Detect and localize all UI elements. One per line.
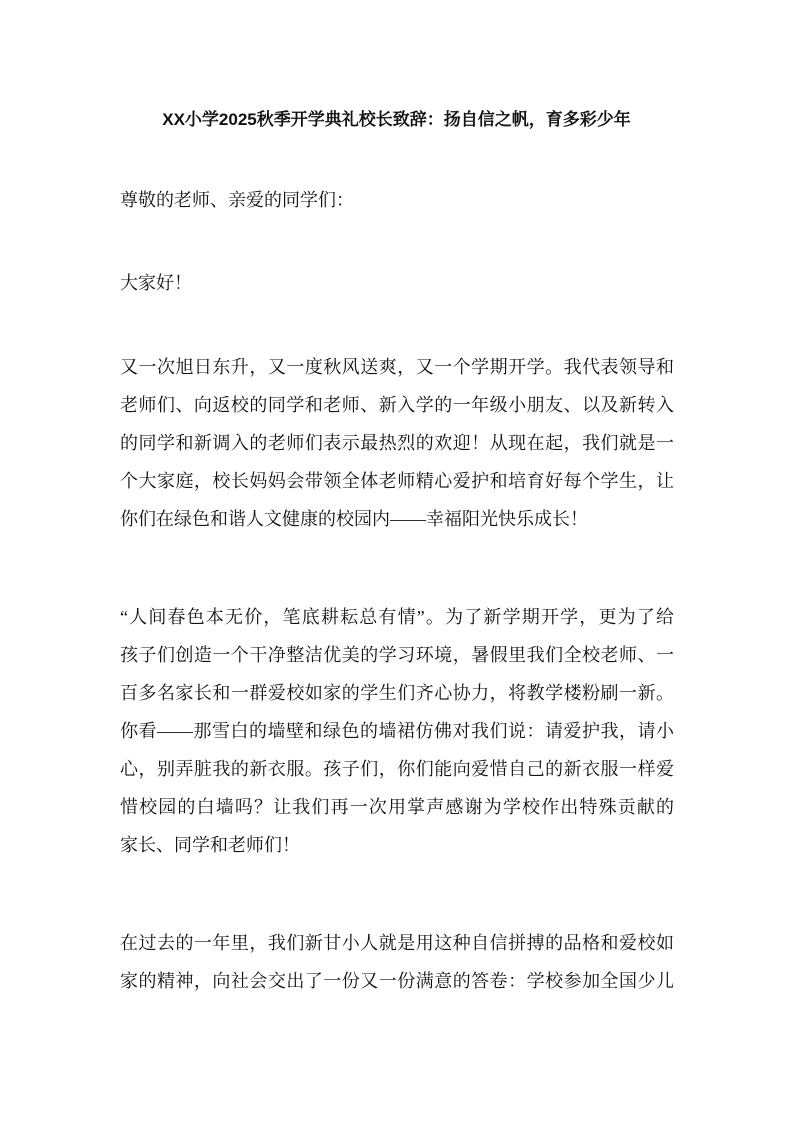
paragraph-line: 在过去的一年里，我们新甘小人就是用这种自信拼搏的品格和爱校如 <box>120 933 674 953</box>
paragraph-line: 家的精神，向社会交出了一份又一份满意的答卷：学校参加全国少儿 <box>120 971 674 991</box>
paragraph-line: 惜校园的白墙吗？让我们再一次用掌声感谢为学校作出特殊贡献的 <box>120 797 674 817</box>
greeting: 大家好！ <box>120 273 192 293</box>
paragraph-line: 你们在绿色和谐人文健康的校园内——幸福阳光快乐成长！ <box>120 509 588 529</box>
paragraph-line: 孩子们创造一个干净整洁优美的学习环境，暑假里我们全校老师、一 <box>120 645 674 665</box>
paragraph-line: 又一次旭日东升，又一度秋风送爽，又一个学期开学。我代表领导和 <box>120 357 674 377</box>
salutation: 尊敬的老师、亲爱的同学们： <box>120 190 354 210</box>
paragraph-line: 老师们、向返校的同学和老师、新入学的一年级小朋友、以及新转入 <box>120 395 674 415</box>
paragraph-line: 心，别弄脏我的新衣服。孩子们，你们能向爱惜自己的新衣服一样爱 <box>120 759 674 779</box>
paragraph-line: 你看——那雪白的墙壁和绿色的墙裙仿佛对我们说：请爱护我，请小 <box>120 721 674 741</box>
paragraph-line: “人间春色本无价，笔底耕耘总有情”。为了新学期开学，更为了给 <box>120 607 674 627</box>
paragraph-line: 的同学和新调入的老师们表示最热烈的欢迎！从现在起，我们就是一 <box>120 433 674 453</box>
paragraph-line: 个大家庭，校长妈妈会带领全体老师精心爱护和培育好每个学生，让 <box>120 471 674 491</box>
paragraph-line: 百多名家长和一群爱校如家的学生们齐心协力，将教学楼粉刷一新。 <box>120 683 674 703</box>
paragraph-line: 家长、同学和老师们！ <box>120 835 300 855</box>
document-title: XX小学2025秋季开学典礼校长致辞：扬自信之帆，育多彩少年 <box>162 110 631 129</box>
